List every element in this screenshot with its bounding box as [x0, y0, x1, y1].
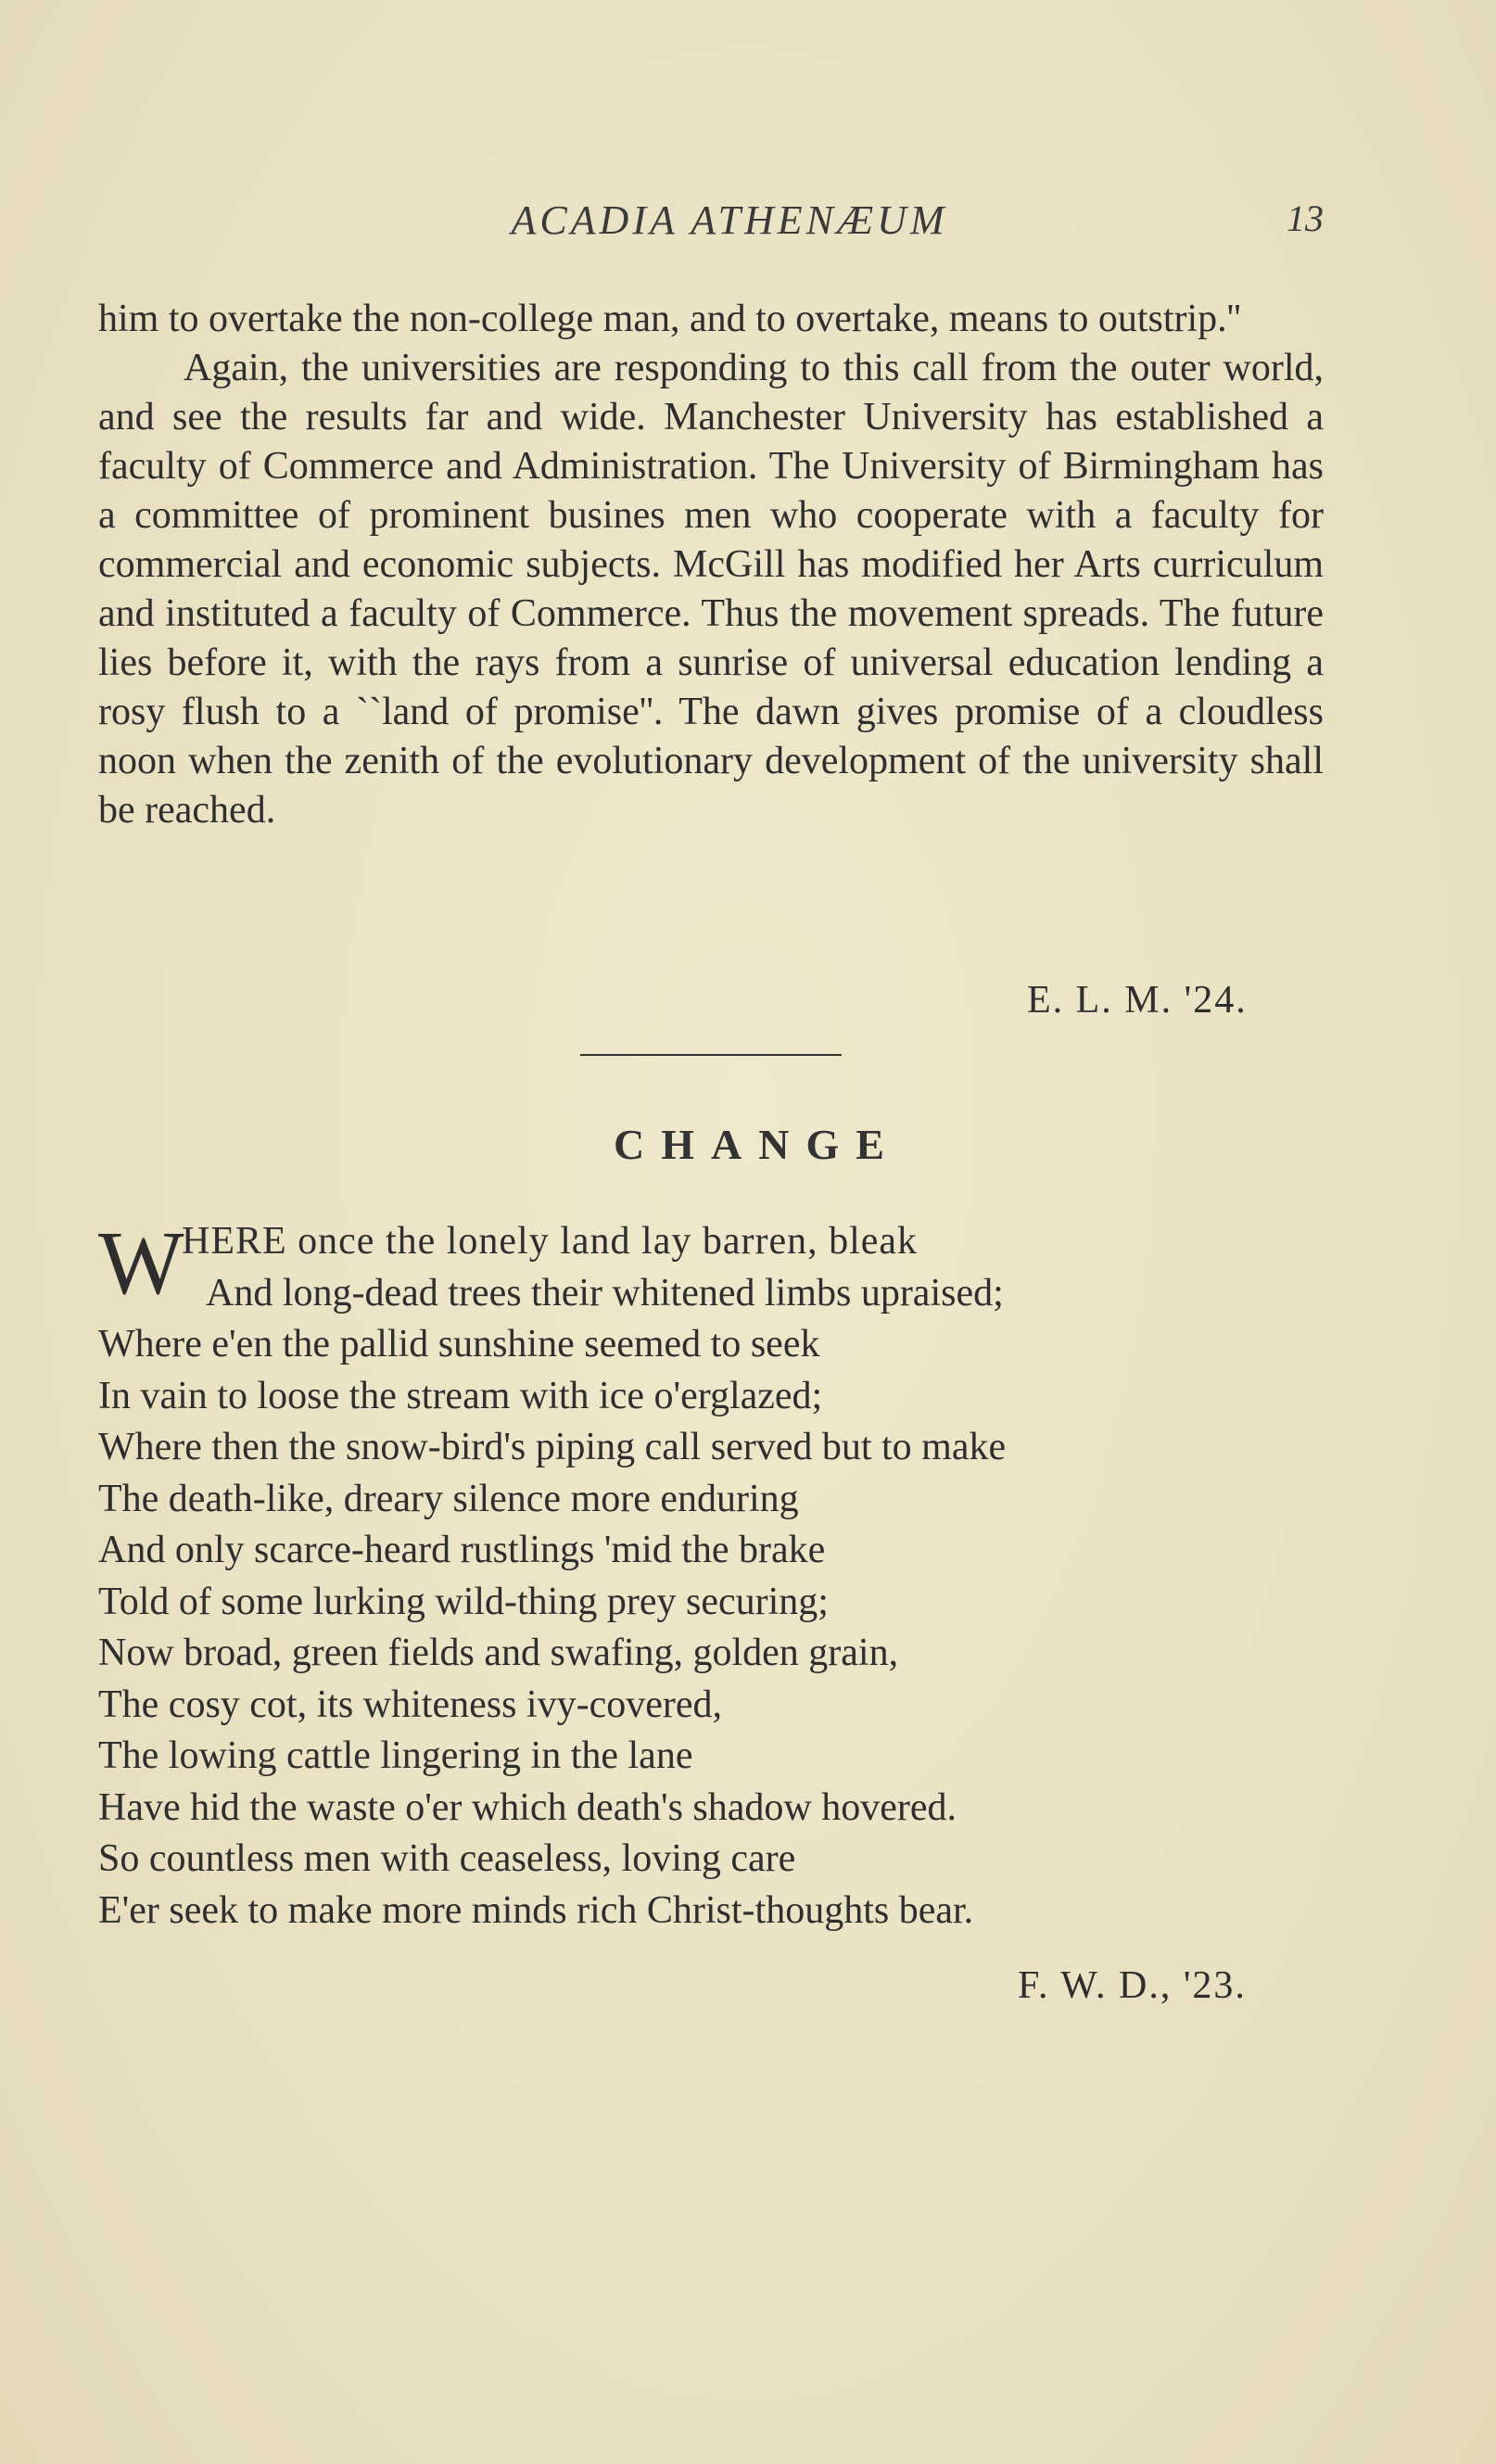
paragraph: Again, the universities are responding to this call from the outer world, and see the results far and wide. Manchester University has established a faculty of Commerce and Administration. The University of Birmingham has a committee of prominent busines men who cooperate with a faculty for commercial and economic subjects. McGill has modified her Arts curriculum and instituted a faculty of Commerce. Thus the movement spreads. The future lies before it, with the rays from a sunrise of universal education lending a rosy flush to a ``land of promise''. The dawn gives promise of a cloudless noon when the zenith of the evolutionary development of the university shall be reached.	[98, 347, 1324, 832]
paragraph: him to overtake the non-college man, and to overtake, means to outstrip.''	[98, 298, 1241, 340]
poem-line: Where then the snow-bird's piping call served but to make	[98, 1426, 1007, 1468]
poem-line: The cosy cot, its whiteness ivy-covered,	[98, 1683, 722, 1726]
poem-line	[98, 1216, 1324, 1268]
poem	[98, 1213, 1324, 1937]
poem-line: The lowing cattle lingering in the lane	[98, 1734, 693, 1777]
page-header	[98, 197, 1324, 252]
poem-line: And only scarce-heard rustlings 'mid the brake	[98, 1529, 826, 1571]
section-divider	[580, 1054, 842, 1056]
essay-signature: E. L. M. '24.	[1027, 979, 1248, 1022]
poem-line: In vain to loose the stream with ice o'erglazed;	[98, 1374, 823, 1417]
poem-line: Told of some lurking wild-thing prey securing;	[98, 1580, 829, 1623]
poem-title: CHANGE	[614, 1121, 901, 1168]
poem-line: So countless men with ceaseless, loving care	[98, 1837, 796, 1880]
poem-line: E'er seek to make more minds rich Christ-thoughts bear.	[98, 1888, 974, 1932]
poem-line: And long-dead trees their whitened limbs upraised;	[206, 1271, 1004, 1315]
running-title: ACADIA ATHENÆUM	[511, 197, 948, 243]
poem-line: Where e'en the pallid sunshine seemed to seek	[98, 1323, 820, 1365]
poem-line: Now broad, green fields and swafing, golden grain,	[98, 1632, 899, 1674]
drop-cap: W	[98, 1213, 184, 1314]
essay-text	[98, 295, 1324, 835]
poem-line-text: HERE once the lonely land lay barren, bleak	[182, 1220, 919, 1263]
page-number: 13	[1287, 197, 1324, 239]
poem-line: Have hid the waste o'er which death's shadow hovered.	[98, 1785, 957, 1829]
poem-line: The death-like, dreary silence more enduring	[98, 1477, 799, 1520]
poem-signature: F. W. D., '23.	[1018, 1964, 1247, 2007]
